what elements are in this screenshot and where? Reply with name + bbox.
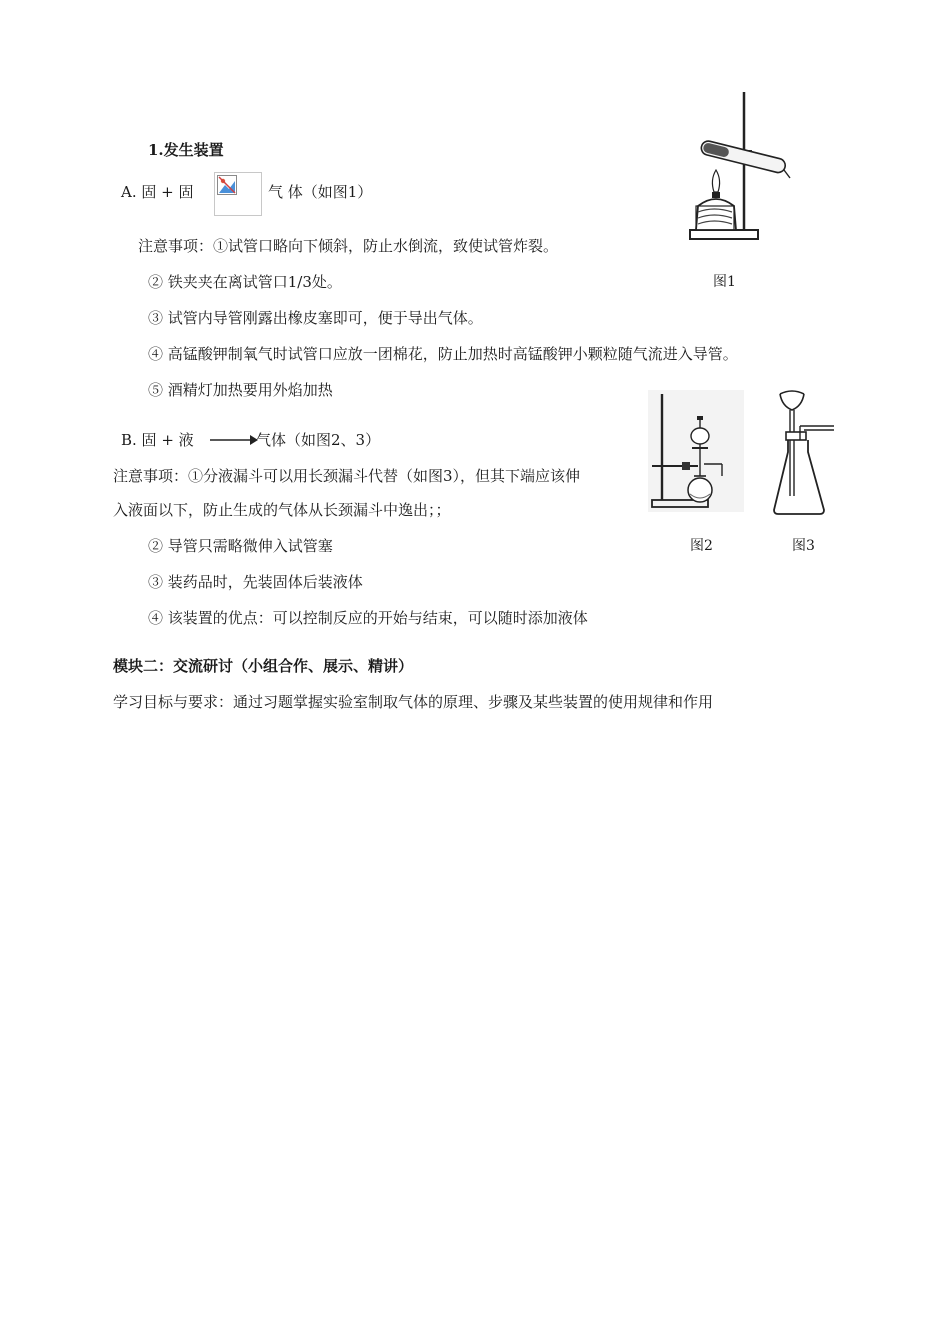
note-b-4: ④ 该装置的优点：可以控制反应的开始与结束，可以随时添加液体 — [148, 609, 588, 627]
line-b-suffix: 气体（如图2、3） — [256, 431, 381, 449]
note-b-2: ② 导管只需略微伸入试管塞 — [148, 537, 333, 555]
broken-image-icon — [214, 172, 262, 216]
note-b-1-cont: 入液面以下，防止生成的气体从长颈漏斗中逸出；； — [113, 501, 451, 519]
arrow-icon — [210, 432, 258, 448]
module-goal: 学习目标与要求：通过习题掌握实验室制取气体的原理、步骤及某些装置的使用规律和作用 — [113, 693, 714, 711]
note-a-5: ⑤ 酒精灯加热要用外焰加热 — [148, 381, 333, 399]
note-b-3: ③ 装药品时，先装固体后装液体 — [148, 573, 363, 591]
figure-2-caption: 图2 — [690, 538, 713, 554]
figure-3-apparatus — [770, 386, 836, 518]
note-b-1: 注意事项：①分液漏斗可以用长颈漏斗代替（如图3），但其下端应该伸 — [113, 467, 581, 485]
figure-1-apparatus — [684, 88, 792, 246]
note-a-3: ③ 试管内导管刚露出橡皮塞即可，便于导出气体。 — [148, 309, 483, 327]
figure-1-caption: 图1 — [713, 274, 736, 290]
line-a-prefix: A. 固 + 固 — [121, 183, 194, 201]
line-b-prefix: B. 固 + 液 — [121, 431, 194, 449]
note-a-2: ② 铁夹夹在离试管口1/3处。 — [148, 273, 342, 291]
line-a-suffix: 气 体（如图1） — [268, 183, 373, 201]
note-a-4: ④ 高锰酸钾制氧气时试管口应放一团棉花，防止加热时高锰酸钾小颗粒随气流进入导管。 — [148, 345, 738, 363]
figure-2-apparatus — [648, 390, 744, 512]
figure-3-caption: 图3 — [792, 538, 815, 554]
module-heading: 模块二：交流研讨（小组合作、展示、精讲） — [113, 657, 414, 675]
note-a-1: 注意事项：①试管口略向下倾斜，防止水倒流，致使试管炸裂。 — [138, 237, 559, 255]
section-heading: 1.发生装置 — [148, 141, 224, 159]
